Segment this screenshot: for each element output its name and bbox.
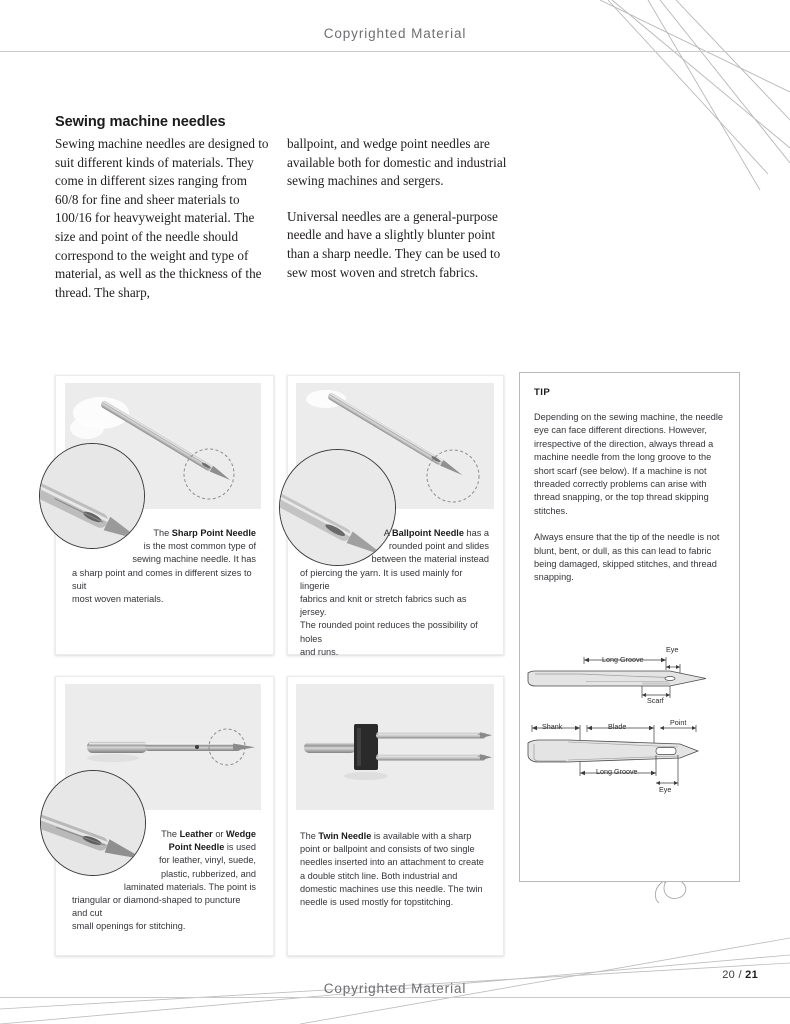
caption-line: small openings for stitching. [72,921,186,932]
caption-line: and runs. [300,646,339,657]
header-watermark: Copyrighted Material [323,26,467,41]
footer-watermark: Copyrighted Material [323,981,467,996]
page-number: 20 / 21 [722,969,758,981]
body-column-left [55,135,273,319]
body-paragraph: Sewing machine needles are designed to suit different kinds of materials. They come in different sizes ranging from 60/8 for fine and sheer materials to 100/16 for heavyweight material. The size and point of the needle should correspond to the weight and type of material, as well as the thickness of the thread. The sharp, [55,136,269,300]
caption-sharp-point [72,527,256,606]
caption-line: triangular or diamond-shaped to puncture and cut [72,895,241,919]
caption-line: The rounded point reduces the possibility of holes [300,620,478,644]
body-paragraph: ballpoint, and wedge point needles are available both for domestic and industrial sewing machines and sergers. [287,136,507,189]
caption-line: for leather, vinyl, suede, [158,855,256,866]
diagram-label-eye-top: Eye [666,645,679,654]
caption-line: fabrics and knit or stretch fabrics such as jersey. [300,594,467,618]
caption-line: rounded point and slides [388,541,489,552]
caption-ballpoint [300,527,489,659]
caption-line: A Ballpoint Needle has a [383,528,489,538]
caption-line: laminated materials. The point is [123,881,256,892]
needle-diagram-top [528,671,706,686]
caption-twin-needle [300,830,490,909]
body-paragraph: Universal needles are a general-purpose needle and have a slightly blunter point than a sharp needle. They can be used to sew most woven and stretch fabrics. [287,208,501,280]
caption-line: sewing machine needle. It has [132,554,256,565]
caption-text: The Twin Needle is available with a sharp point or ballpoint and consists of two single needles inserted into an attachment to create a double stitch line. Both industrial and domestic machines use this needle. The twin needle is used mostly for topstitching. [300,831,484,908]
body-column-right [287,135,509,299]
tip-body [534,411,729,598]
diagram-label-point: Point [670,718,687,727]
caption-line: Point Needle is used [168,842,256,853]
header-rule [0,51,790,52]
diagram-label-long-groove-top: Long Groove [602,655,644,664]
caption-line: of piercing the yarn. It is used mainly for lingerie [300,567,463,591]
diagram-label-scarf: Scarf [647,696,664,705]
caption-line: is the most common type of [143,541,256,552]
caption-line: most woven materials. [72,594,164,605]
caption-line: a sharp point and comes in different sizes to suit [72,567,252,591]
tip-paragraph: Always ensure that the tip of the needle is not blunt, bent, or dull, as this can lead to fabric being damaged, skipped stitches, and thread snapping. [534,532,720,583]
tip-title: TIP [534,387,551,398]
tip-paragraph: Depending on the sewing machine, the needle eye can face different directions. However, irrespective of the direction, always thread a machine needle from the long groove to the short scarf (see below). If a machine is not threaded correctly problems can arise with thread snapping, or the top thread skipping stitches. [534,412,723,516]
caption-line: The Sharp Point Needle [153,528,256,538]
diagram-label-blade: Blade [608,722,627,731]
caption-line: plastic, rubberized, and [161,868,256,879]
tip-box [519,372,740,882]
caption-line: between the material instead [371,554,489,565]
diagram-label-eye-bottom: Eye [659,785,672,794]
needle-diagram-bottom [528,740,698,762]
caption-line: The Leather or Wedge [161,829,256,839]
footer-rule [0,997,790,998]
needle-anatomy-diagram [520,643,741,793]
twin-needle-photo [296,684,494,810]
diagram-label-shank: Shank [542,722,563,731]
caption-leather-wedge [72,828,256,934]
page-title: Sewing machine needles [55,113,226,130]
diagram-label-long-groove-bottom: Long Groove [596,767,638,776]
